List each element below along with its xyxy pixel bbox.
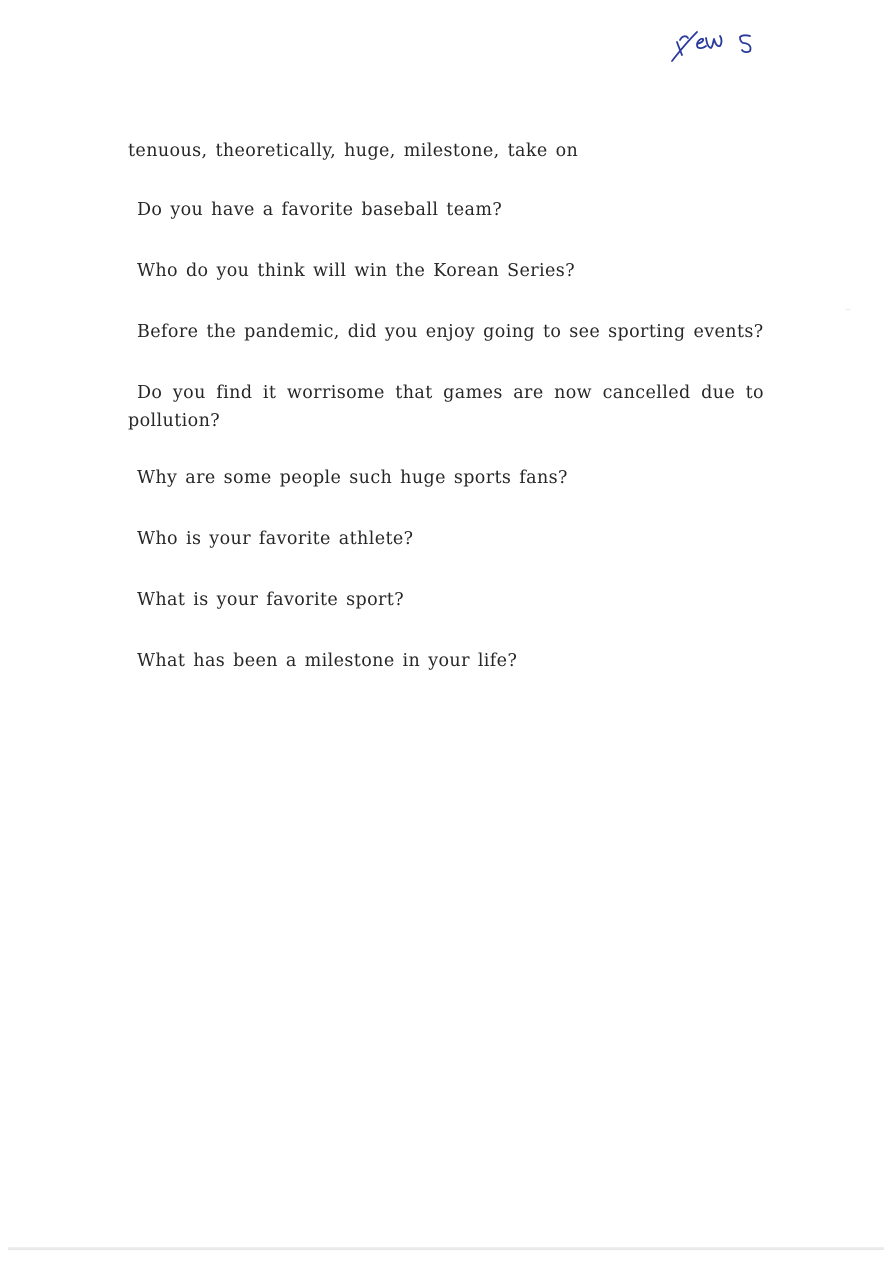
question-item: Why are some people such huge sports fans? — [137, 468, 568, 488]
handwritten-note-drawing — [668, 26, 768, 70]
scan-speck — [846, 309, 850, 310]
question-item: Who do you think will win the Korean Series? — [137, 261, 575, 281]
worksheet-content — [128, 139, 764, 675]
vocabulary-list: tenuous, theoretically, huge, milestone, take on — [128, 141, 579, 161]
question-item: Before the pandemic, did you enjoy going to see sporting events? — [137, 322, 764, 342]
handwritten-note — [668, 26, 768, 70]
question-item: Do you have a favorite baseball team? — [137, 200, 503, 220]
question-item: Do you find it worrisome that games are now cancelled due to pollution? — [128, 383, 764, 431]
page-bottom-edge — [8, 1247, 884, 1250]
discussion-questions — [128, 196, 764, 675]
question-item: Who is your favorite athlete? — [137, 529, 414, 549]
question-item: What is your favorite sport? — [137, 590, 404, 610]
question-item: What has been a milestone in your life? — [137, 651, 518, 671]
